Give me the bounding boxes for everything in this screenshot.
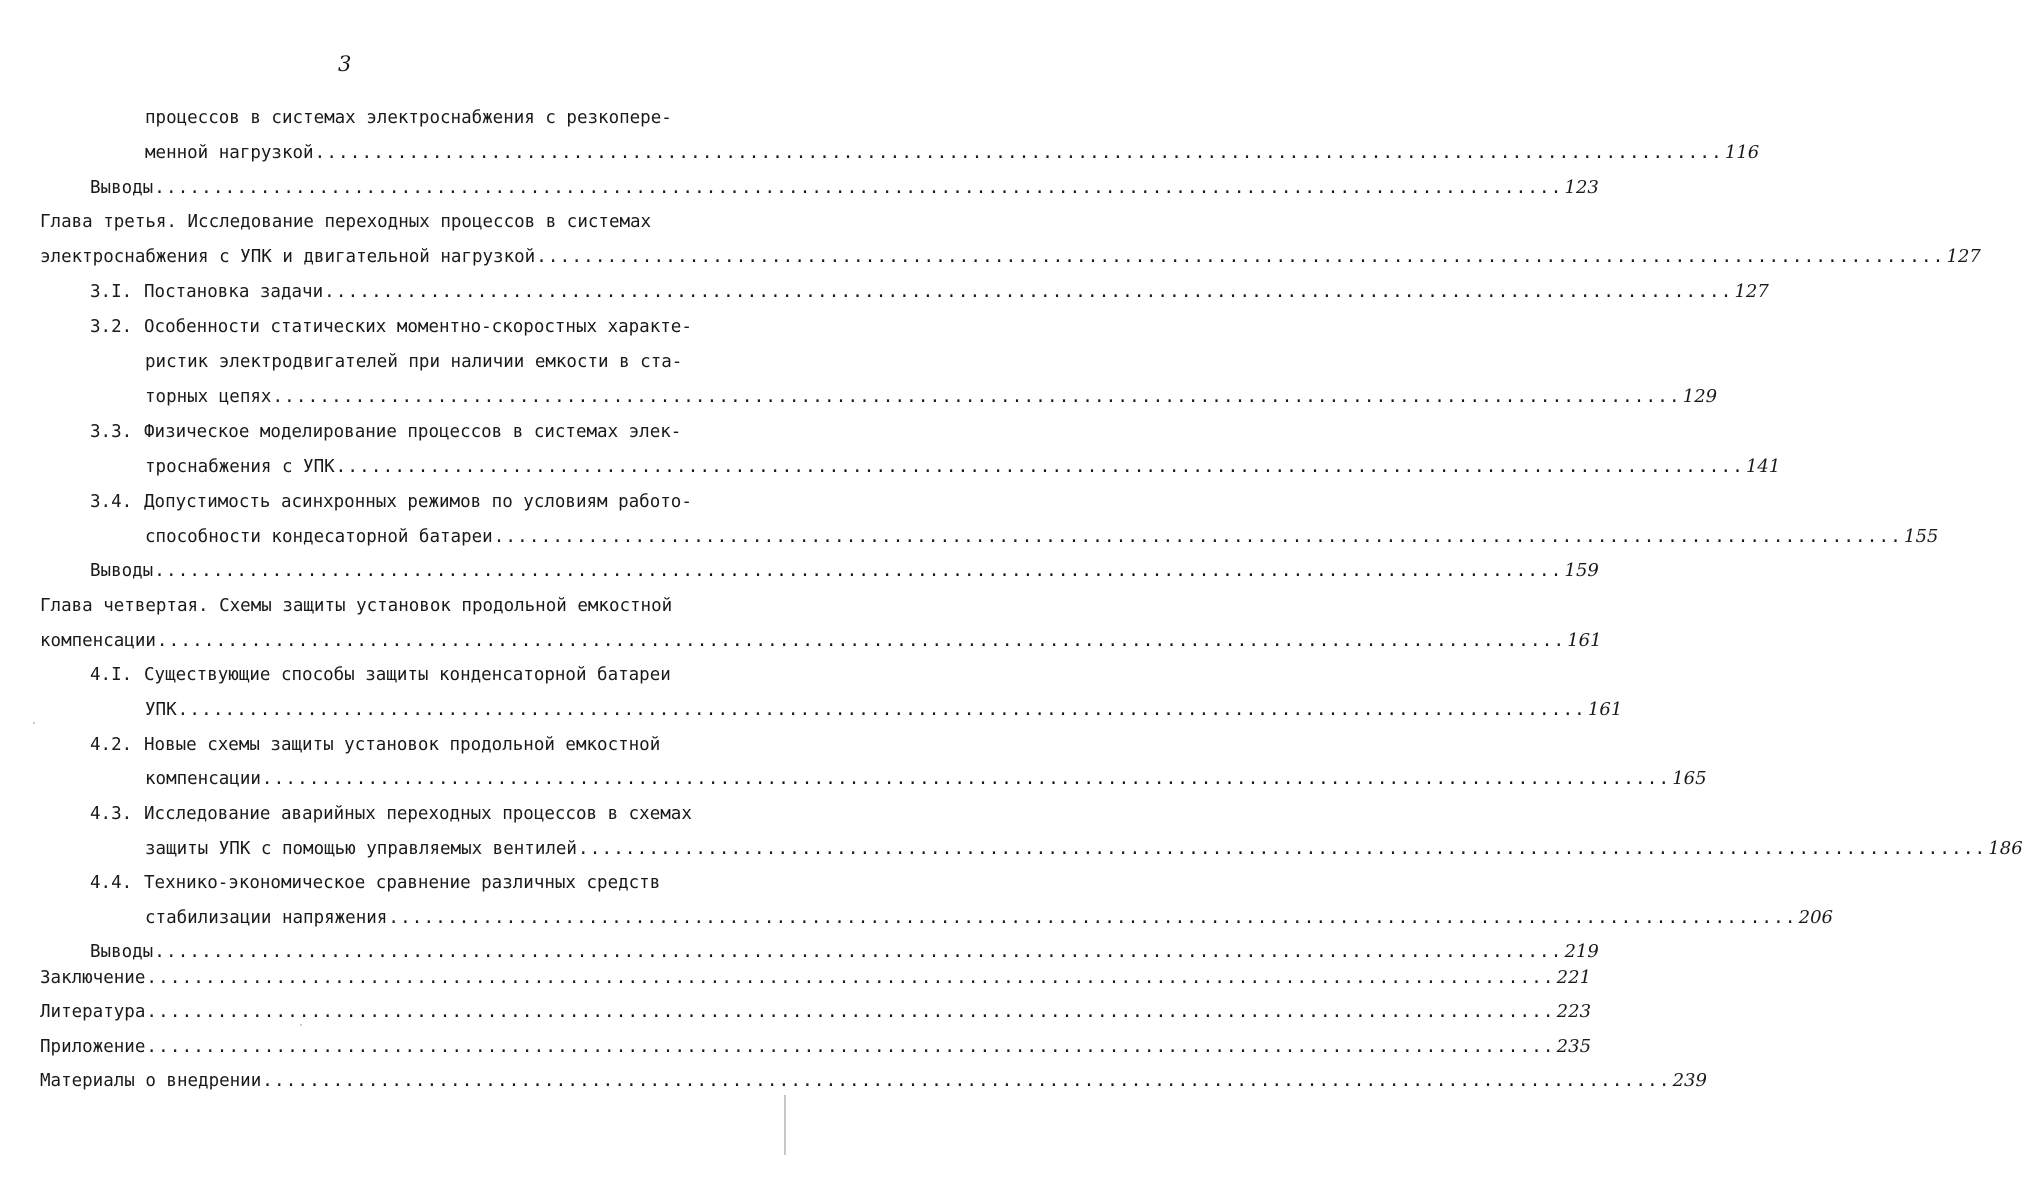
toc-line: 4.4. Технико-экономическое сравнение различных средств [90,870,660,896]
toc-line: процессов в системах электроснабжения с резкопере- [145,108,672,128]
leader-dots: ........................................................................................................................ [177,700,1586,720]
page-number: 3 [338,52,352,76]
toc-line: ристик электродвигателей при наличии емкости в ста- [145,352,683,372]
leader-dots: ........................................................................................................................ [154,178,1563,198]
section-number: 3.2. [90,317,133,337]
toc-entry: троснабжения с УПК ........................................................................................................................ 141 [145,454,735,480]
toc-chapter-heading: Глава третья. Исследование переходных процессов в системах [40,212,652,232]
leader-dots: ........................................................................................................................ [262,1071,1671,1091]
leader-dots: ........................................................................................................................ [261,769,1671,789]
section-number: 3.4. [90,492,133,512]
leader-dots: ........................................................................................................................ [536,247,1945,267]
leader-dots: ........................................................................................................................ [272,387,1681,407]
toc-entry: способности кондесаторной батареи ........................................................................................................................ 155 [145,524,735,550]
toc-entry: 3.I. Постановка задачи ........................................................................................................................ 127 [90,279,735,305]
toc-line: 4.3. Исследование аварийных переходных процессов в схемах [90,801,692,827]
scan-speck [33,722,35,724]
scan-speck [300,1024,302,1026]
toc-chapter-heading: Глава четвертая. Схемы защиты установок продольной емкостной [40,596,673,616]
leader-dots: ........................................................................................................................ [146,1037,1555,1057]
leader-dots: ........................................................................................................................ [146,968,1555,988]
leader-dots: ........................................................................................................................ [156,631,1566,651]
section-number: 3.3. [90,422,133,442]
toc-line: 3.4. Допустимость асинхронных режимов по условиям работо- [90,489,692,515]
leader-dots: ........................................................................................................................ [154,942,1563,962]
toc-entry: Литература ........................................................................................................................ 223 [40,999,735,1025]
toc-line: 4.2. Новые схемы защиты установок продольной емкостной [90,732,660,758]
toc-entry: торных цепях ........................................................................................................................ 129 [145,384,735,410]
section-number: 3.I. [90,282,133,302]
scan-margin-line [784,1095,786,1155]
toc-entry: Выводы ........................................................................................................................ 219 [90,939,735,965]
leader-dots: ........................................................................................................................ [154,561,1563,581]
leader-dots: ........................................................................................................................ [324,282,1733,302]
toc-line: 3.3. Физическое моделирование процессов в системах элек- [90,419,681,445]
toc-entry: компенсации ........................................................................................................................ 161 [40,628,735,654]
section-number: 4.4. [90,873,133,893]
toc-entry: электроснабжения с УПК и двигательной нагрузкой ........................................................................................................................ 127 [40,244,735,270]
toc-line: 3.2. Особенности статических моментно-скоростных характе- [90,314,692,340]
section-number: 4.I. [90,665,133,685]
toc-entry: стабилизации напряжения ........................................................................................................................ 206 [145,905,735,931]
leader-dots: ........................................................................................................................ [388,908,1797,928]
toc-entry: Выводы ........................................................................................................................ 123 [90,175,735,201]
leader-dots: ........................................................................................................................ [577,839,1987,859]
leader-dots: ........................................................................................................................ [493,527,1902,547]
toc-entry: Приложение ........................................................................................................................ 235 [40,1034,735,1060]
toc-entry: менной нагрузкой ........................................................................................................................ 116 [145,140,735,166]
toc-entry: Выводы ........................................................................................................................ 159 [90,558,735,584]
leader-dots: ........................................................................................................................ [335,457,1744,477]
toc-entry: защиты УПК с помощью управляемых вентилей ........................................................................................................................ 186 [145,836,735,862]
toc-entry: Заключение ........................................................................................................................ 221 [40,965,735,991]
toc-entry: компенсации ........................................................................................................................ 165 [145,766,735,792]
toc-line: 4.I. Существующие способы защиты конденсаторной батареи [90,662,671,688]
leader-dots: ........................................................................................................................ [146,1002,1555,1022]
section-number: 4.2. [90,735,133,755]
section-number: 4.3. [90,804,133,824]
leader-dots: ........................................................................................................................ [314,143,1723,163]
toc-entry: УПК ........................................................................................................................ 161 [145,697,735,723]
toc-entry: Материалы о внедрении ........................................................................................................................ 239 [40,1068,735,1094]
